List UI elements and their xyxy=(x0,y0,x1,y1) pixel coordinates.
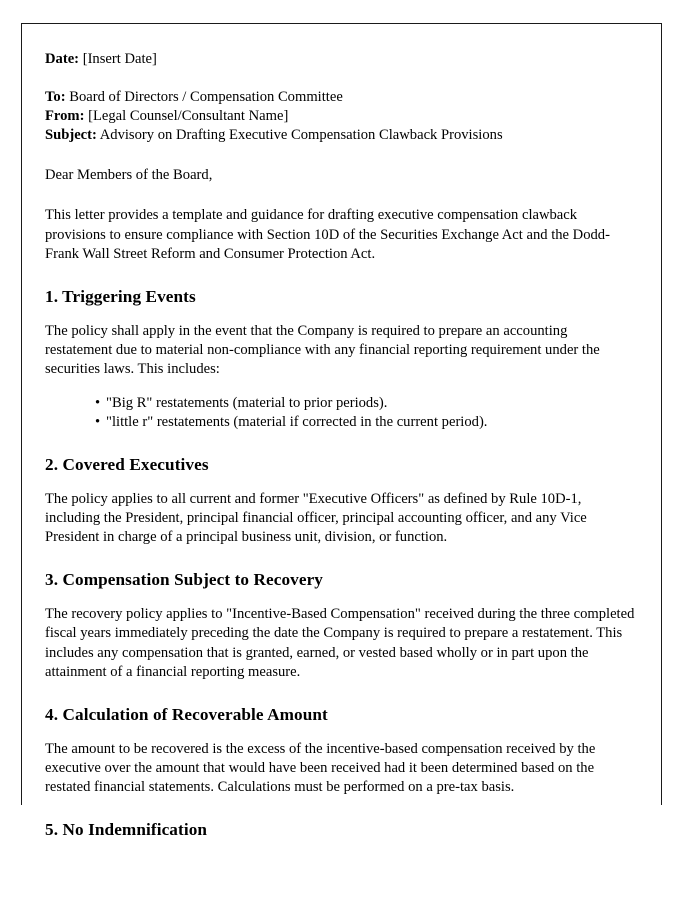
spacer xyxy=(45,548,635,569)
spacer xyxy=(45,590,635,605)
spacer xyxy=(45,145,635,166)
section-heading-1: 1. Triggering Events xyxy=(45,286,196,306)
spacer xyxy=(45,185,635,206)
section-body-1: The policy shall apply in the event that the Company is required to prepare an accounting restatement due to material non-compliance with any financial reporting requirement under the securities laws. This includes: xyxy=(45,322,600,378)
to-label: To: xyxy=(45,89,66,105)
date-value: [Insert Date] xyxy=(82,51,157,67)
from-value: [Legal Counsel/Consultant Name] xyxy=(88,108,289,124)
spacer xyxy=(45,265,635,286)
date-line xyxy=(45,50,635,69)
subject-value: Advisory on Drafting Executive Compensation Clawback Provisions xyxy=(99,127,503,143)
spacer xyxy=(45,380,635,394)
intro-paragraph: This letter provides a template and guidance for drafting executive compensation clawback provisions to ensure compliance with Section 10D of the Securities Exchange Act and the Dodd-Frank Wall Street Reform and Consumer Protection Act. xyxy=(45,207,610,263)
spacer xyxy=(45,798,635,819)
date-label: Date: xyxy=(45,51,80,67)
list-item: • "little r" restatements (material if corrected in the current period). xyxy=(95,413,635,432)
subject-line xyxy=(45,126,635,145)
to-line xyxy=(45,88,635,107)
header-gap xyxy=(45,69,635,88)
section-body-3: The recovery policy applies to "Incentive-Based Compensation" received during the three completed fiscal years immediately preceding the date the Company is required to prepare a restatement. This includes any compensation that is granted, earned, or vested based wholly or in part upon the attainment of a financial reporting measure. xyxy=(45,605,635,681)
spacer xyxy=(45,307,635,322)
from-line xyxy=(45,107,635,126)
section-heading-4: 4. Calculation of Recoverable Amount xyxy=(45,704,328,724)
section-heading-3: 3. Compensation Subject to Recovery xyxy=(45,569,323,589)
list-item: • "Big R" restatements (material to prior periods). xyxy=(95,394,635,413)
spacer xyxy=(45,433,635,454)
spacer xyxy=(45,683,635,704)
spacer xyxy=(45,475,635,490)
spacer xyxy=(45,725,635,740)
triggering-events-list xyxy=(45,394,635,433)
section-heading-2: 2. Covered Executives xyxy=(45,454,209,474)
section-heading-5: 5. No Indemnification xyxy=(45,819,208,839)
from-label: From: xyxy=(45,108,85,124)
document-page xyxy=(21,23,662,839)
subject-label: Subject: xyxy=(45,127,97,143)
document-body xyxy=(22,24,661,840)
to-value: Board of Directors / Compensation Committee xyxy=(69,89,343,105)
section-body-4: The amount to be recovered is the excess of the incentive-based compensation received by the executive over the amount that would have been received had it been determined based on the restated financial statements. Calculations must be performed on a pre-tax basis. xyxy=(45,740,596,796)
salutation: Dear Members of the Board, xyxy=(45,167,213,183)
section-body-2: The policy applies to all current and former "Executive Officers" as defined by Rule 10D-1, including the President, principal financial officer, principal accounting officer, and any Vice President in charge of a principal business unit, division, or function. xyxy=(45,490,587,546)
